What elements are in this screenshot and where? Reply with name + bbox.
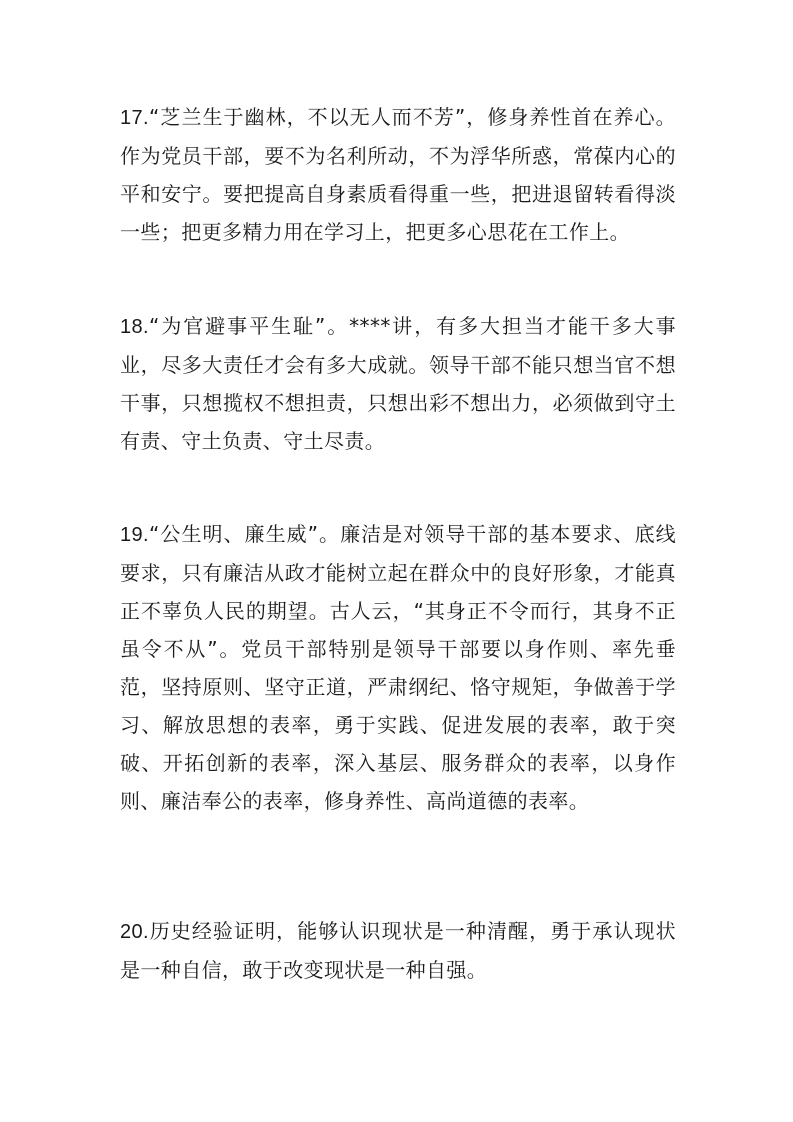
paragraph-number: 18. xyxy=(120,316,150,338)
paragraph-body: “芝兰生于幽林，不以无人而不芳”，修身养性首在养心。作为党员干部，要不为名利所动，不为浮华所惑，常葆内心的平和安宁。要把提高自身素质看得重一些，把进退留转看得淡一些；把更多精力用在学习上，把更多心思花在工作上。 xyxy=(120,105,676,244)
paragraph-body: “公生明、廉生威”。廉洁是对领导干部的基本要求、底线要求，只有廉洁从政才能树立起在群众中的良好形象，才能真正不辜负人民的期望。古人云，“其身正不令而行，其身不正虽令不从”。党员干部特别是领导干部要以身作则、率先垂范，坚持原则、坚守正道，严肃纲纪、恪守规矩，争做善于学习、解放思想的表率，勇于实践、促进发展的表率，敢于突破、开拓创新的表率，深入基层、服务群众的表率，以身作则、廉洁奉公的表率，修身养性、高尚道德的表率。 xyxy=(120,522,676,813)
paragraph-body: “为官避事平生耻”。****讲，有多大担当才能干多大事业，尽多大责任才会有多大成就。领导干部不能只想当官不想干事，只想揽权不想担责，只想出彩不想出力，必须做到守土有责、守土负责、守土尽责。 xyxy=(120,314,676,453)
paragraph-text xyxy=(120,98,676,251)
paragraph-17 xyxy=(120,98,676,251)
paragraph-19 xyxy=(120,515,676,820)
paragraph-text xyxy=(120,307,676,460)
paragraph-18 xyxy=(120,307,676,460)
paragraph-text xyxy=(120,912,676,989)
paragraph-20 xyxy=(120,912,676,989)
paragraph-number: 20. xyxy=(120,921,150,943)
paragraph-number: 19. xyxy=(120,524,150,546)
paragraph-body: 历史经验证明，能够认识现状是一种清醒，勇于承认现状是一种自信，敢于改变现状是一种自强。 xyxy=(120,919,676,982)
paragraph-number: 17. xyxy=(120,107,150,129)
paragraph-text xyxy=(120,515,676,820)
